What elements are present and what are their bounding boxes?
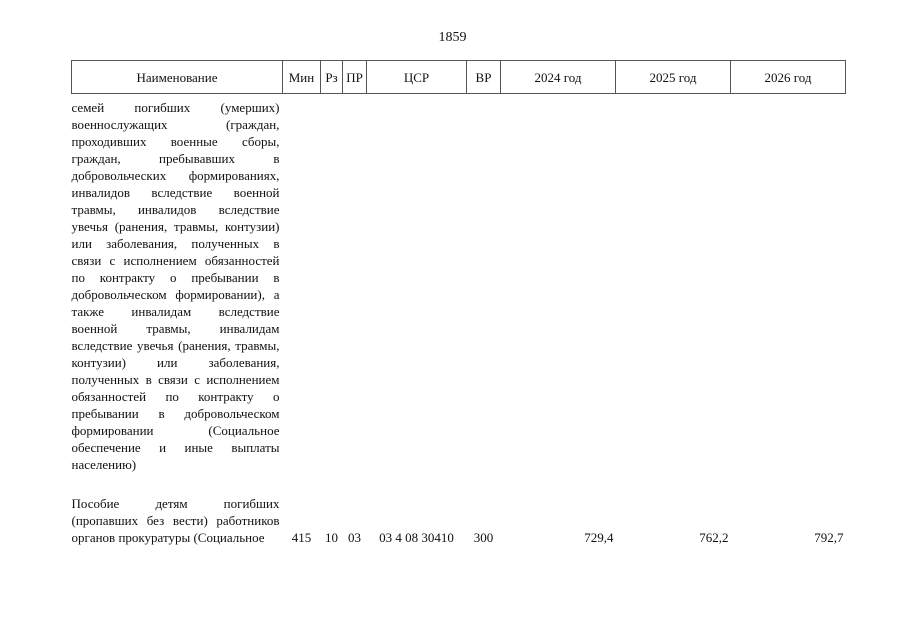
header-rz: Рз	[321, 61, 343, 94]
header-min: Мин	[283, 61, 321, 94]
header-2024: 2024 год	[501, 61, 616, 94]
row-name-cell	[72, 495, 283, 546]
header-name: Наименование	[72, 61, 283, 94]
page-number: 1859	[438, 30, 467, 45]
row-2024: 729,4	[584, 530, 614, 545]
row-csr	[367, 94, 467, 474]
row-vr	[467, 94, 501, 474]
row-min	[283, 94, 321, 474]
row-name: Пособие детям погибших (пропавших без вести) работников органов прокуратуры (Социальное	[71, 496, 280, 545]
table-row	[72, 94, 846, 474]
row-2026: 792,7	[814, 530, 844, 545]
row-pr	[343, 94, 367, 474]
header-2026: 2026 год	[731, 61, 846, 94]
header-csr: ЦСР	[367, 61, 467, 94]
row-rz	[321, 94, 343, 474]
header-vr: ВР	[467, 61, 501, 94]
row-2026	[731, 94, 846, 474]
row-2025	[616, 94, 731, 474]
row-min: 415	[291, 530, 312, 545]
header-2025: 2025 год	[616, 61, 731, 94]
table-header-row	[72, 61, 846, 94]
row-vr: 300	[473, 530, 494, 545]
row-name: семей погибших (умерших) военнослужащих (граждан, проходивших военные сборы, граждан, пребывавших в добровольческих формированиях, инвалидов вследствие военной травмы, инвалидов вследствие увечья (ранения, травмы, контузии) или заболевания, полученных в связи с исполнением обязанностей по контракту о пребывании в добровольческом формировании), а также инвалидам вследствие военной травмы, инвалидам вследствие увечья (ранения, травмы, контузии) или заболевания, полученных в связи с исполнением обязанностей по контракту о пребывании в добровольческом формировании (Социальное обеспечение и иные выплаты населению)	[71, 100, 280, 472]
row-spacer	[72, 473, 846, 495]
row-2025: 762,2	[699, 530, 729, 545]
row-csr: 03 4 08 30410	[379, 530, 454, 545]
row-2024	[501, 94, 616, 474]
row-rz: 10	[325, 530, 338, 545]
row-name-cell	[72, 94, 283, 474]
row-pr: 03	[348, 530, 361, 545]
header-pr: ПР	[343, 61, 367, 94]
table-row	[72, 495, 846, 546]
budget-table	[71, 60, 846, 546]
